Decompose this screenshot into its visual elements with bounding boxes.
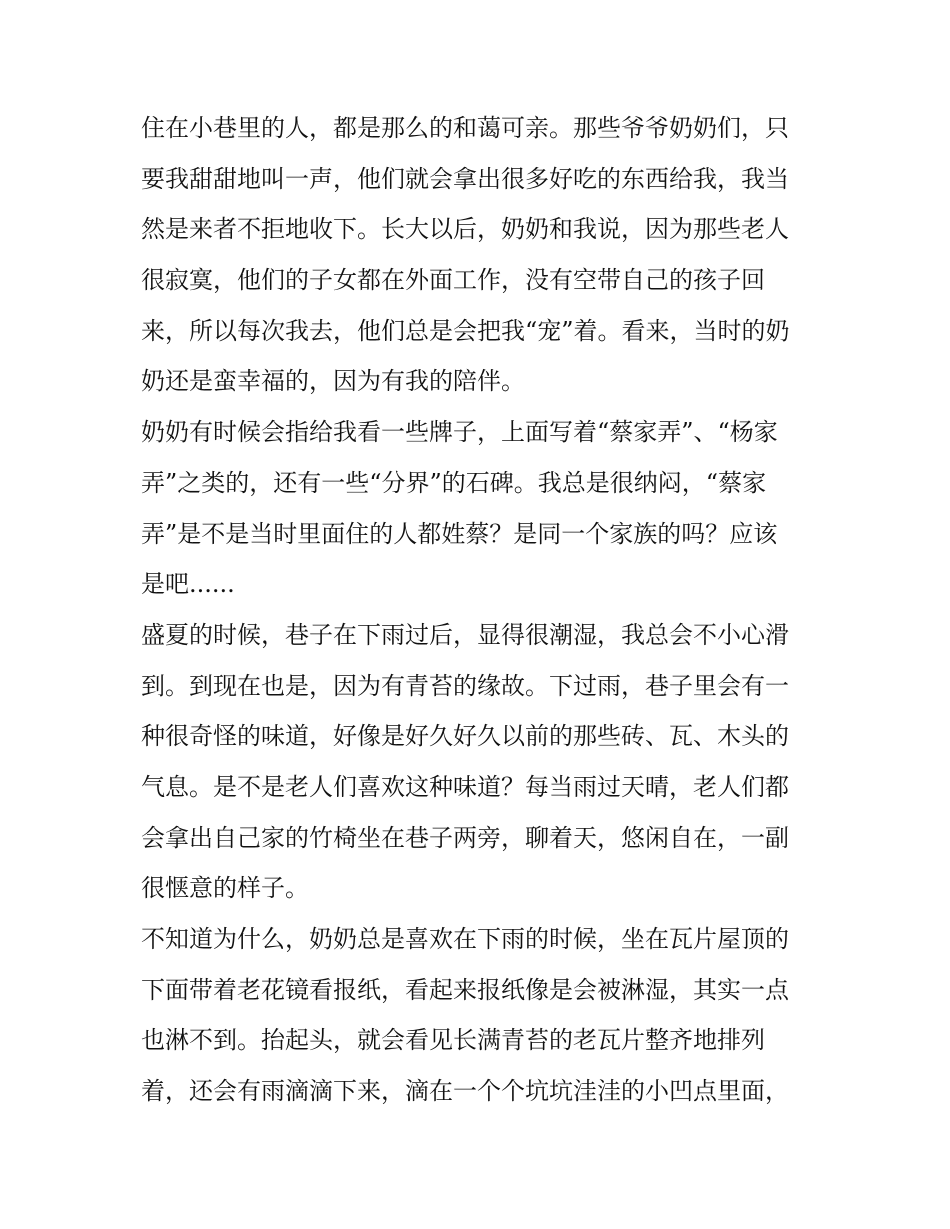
text-line-2: 要我甜甜地叫一声，他们就会拿出很多好吃的东西给我，我当 xyxy=(141,164,789,193)
text-line-10: 是吧...... xyxy=(141,570,235,599)
text-line-12: 到。到现在也是，因为有青苔的缘故。下过雨，巷子里会有一 xyxy=(141,671,789,700)
text-line-19: 也淋不到。抬起头，就会看见长满青苔的老瓦片整齐地排列 xyxy=(141,1026,765,1055)
text-line-4: 很寂寞，他们的子女都在外面工作，没有空带自己的孩子回 xyxy=(141,266,765,295)
text-line-9: 弄”是不是当时里面住的人都姓蔡？是同一个家族的吗？应该 xyxy=(141,519,778,548)
text-line-3: 然是来者不拒地收下。长大以后，奶奶和我说，因为那些老人 xyxy=(141,215,789,244)
text-line-7: 奶奶有时候会指给我看一些牌子，上面写着“蔡家弄”、“杨家 xyxy=(141,418,778,447)
text-line-15: 会拿出自己家的竹椅坐在巷子两旁，聊着天，悠闲自在，一副 xyxy=(141,823,789,852)
text-line-16: 很惬意的样子。 xyxy=(141,874,309,903)
text-line-11: 盛夏的时候，巷子在下雨过后，显得很潮湿，我总会不小心滑 xyxy=(141,620,789,649)
text-line-14: 气息。是不是老人们喜欢这种味道？每当雨过天晴，老人们都 xyxy=(141,772,789,801)
text-line-17: 不知道为什么，奶奶总是喜欢在下雨的时候，坐在瓦片屋顶的 xyxy=(141,925,789,953)
text-line-8: 弄”之类的，还有一些“分界”的石碑。我总是很纳闷，“蔡家 xyxy=(141,468,767,497)
text-line-20: 着，还会有雨滴滴下来，滴在一个个坑坑洼洼的小凹点里面， xyxy=(141,1077,789,1106)
text-line-1: 住在小巷里的人，都是那么的和蔼可亲。那些爷爷奶奶们，只 xyxy=(141,114,789,142)
text-line-6: 奶还是蛮幸福的，因为有我的陪伴。 xyxy=(141,367,525,396)
body-text xyxy=(141,103,817,1117)
text-line-5: 来，所以每次我去，他们总是会把我“宠”着。看来，当时的奶 xyxy=(141,316,790,345)
text-line-18: 下面带着老花镜看报纸，看起来报纸像是会被淋湿，其实一点 xyxy=(141,975,789,1004)
text-line-13: 种很奇怪的味道，好像是好久好久以前的那些砖、瓦、木头的 xyxy=(141,722,789,751)
